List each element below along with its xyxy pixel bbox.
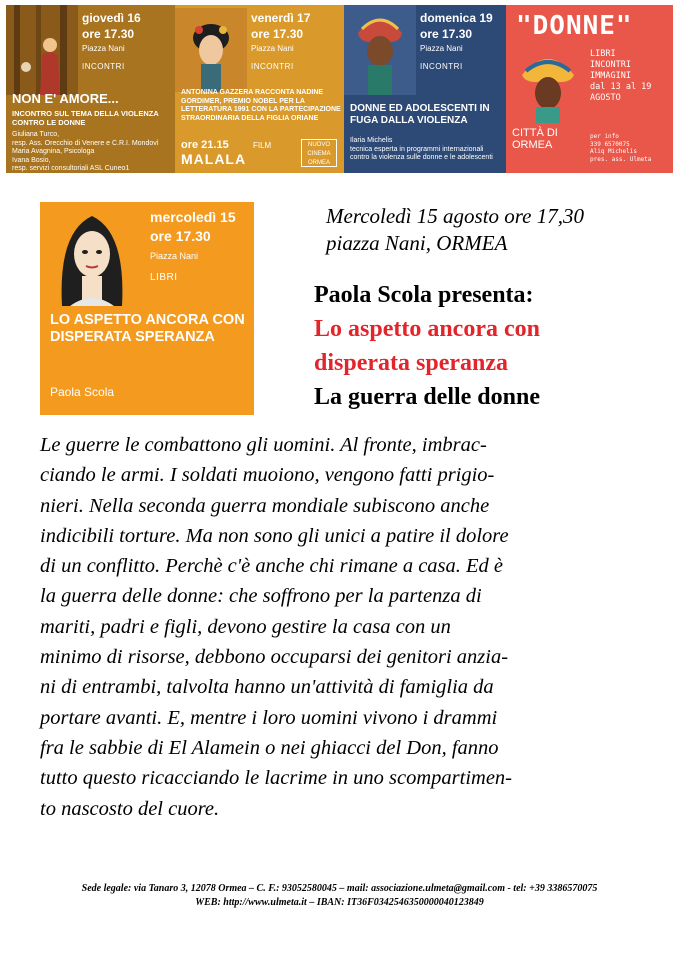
banner-panel-thursday — [6, 5, 175, 173]
body-line: indicibili torture. Ma non sono gli unici a patire il dolore — [40, 524, 509, 547]
book-title-line: Lo aspetto ancora con — [314, 316, 540, 342]
film-tag: FILM — [253, 141, 272, 150]
book-title-line: disperata speranza — [314, 350, 508, 376]
banner-panel-friday — [175, 5, 344, 173]
book-subtitle: La guerra delle donne — [314, 384, 540, 410]
body-line: portare avanti. E, mentre i loro uomini vivono i drammi — [40, 706, 498, 729]
body-line: to nascosto del cuore. — [40, 797, 220, 820]
event-card — [40, 202, 254, 415]
body-line: Le guerre le combattono gli uomini. Al fronte, imbrac- — [40, 434, 487, 456]
footer-web: WEB: http://www.ulmeta.it – IBAN: IT36F0342546350000040123849 — [195, 897, 484, 908]
panel-subtitle: ANTONINA GAZZERA RACCONTA NADINE GORDIMER, PREMIO NOBEL PER LA LETTERATURA 1991 CON LA PARTECIPAZIONE STRAORDINARIA DELLA FIGLIA ORIANE — [181, 89, 341, 122]
panel-tag: INCONTRI — [420, 62, 463, 71]
panel-day: giovedì 16 — [82, 11, 141, 25]
card-day: mercoledì 15 — [150, 209, 236, 225]
presenter-line: Paola Scola presenta: — [314, 282, 534, 308]
festival-line: LIBRI — [590, 49, 616, 59]
panel-place: Piazza Nani — [82, 44, 125, 53]
info-line: pres. ass. Ulmeta — [590, 155, 652, 163]
body-paragraph — [40, 430, 640, 824]
info-line: 339 6570075 — [590, 140, 630, 148]
panel-speakers — [12, 131, 172, 173]
comune-logo — [512, 127, 558, 151]
woman-turban-illustration — [344, 5, 416, 95]
card-place: Piazza Nani — [150, 251, 199, 261]
card-tag: LIBRI — [150, 272, 178, 283]
speaker-line: resp. servizi consultoriali ASL Cuneo1 — [12, 165, 130, 172]
body-line: mariti, padri e figli, devono gestire la casa con un — [40, 615, 451, 638]
speaker-line: Maria Avagnina, Psicologa — [12, 148, 95, 155]
body-line: ni di entrambi, talvolta hanno un'attività di famiglia da — [40, 676, 494, 699]
body-line: nieri. Nella seconda guerra mondiale subiscono anche — [40, 494, 490, 517]
comune-line: ORMEA — [512, 139, 553, 151]
panel-subtitle: INCONTRO SUL TEMA DELLA VIOLENZA CONTRO LE DONNE — [12, 109, 159, 127]
panel-speakers — [350, 137, 505, 163]
card-time: ore 17.30 — [150, 228, 211, 244]
footer — [0, 882, 679, 910]
body-line: minimo di risorse, debbono occuparsi dei genitori anzia- — [40, 646, 509, 669]
panel-time: ore 17.30 — [82, 27, 135, 41]
banner-panel-festival — [506, 5, 673, 173]
info-line: per info — [590, 133, 619, 140]
event-date-line: Mercoledì 15 agosto ore 17,30 — [326, 204, 584, 228]
festival-line: dal 13 al 19 — [590, 82, 652, 92]
festival-line: AGOSTO — [590, 93, 621, 103]
festival-lines — [590, 49, 672, 104]
banner-panel-sunday — [344, 5, 506, 173]
body-line: la guerra delle donne: che soffrono per la partenza di — [40, 585, 482, 608]
card-author: Paola Scola — [50, 385, 115, 399]
body-line: tutto questo ricacciando le lacrime in uno scompartimen- — [40, 767, 512, 790]
panel-title: DONNE ED ADOLESCENTI IN FUGA DALLA VIOLENZA — [350, 103, 490, 126]
cinema-logo: NUOVO CINEMA ORMEA — [301, 139, 337, 167]
body-line: fra le sabbie di El Alamein o nei ghiacci del Don, fanno — [40, 736, 499, 759]
film-time: ore 21.15 — [181, 139, 229, 151]
festival-info — [590, 133, 670, 163]
woman-headwrap-illustration — [512, 49, 584, 123]
film-title: MALALA — [181, 151, 247, 167]
panel-place: Piazza Nani — [251, 44, 294, 53]
event-heading — [314, 278, 540, 414]
event-place-line: piazza Nani, ORMEA — [326, 231, 508, 255]
panel-time: ore 17.30 — [420, 27, 473, 41]
speaker-line: Ilaria Michelis — [350, 137, 393, 144]
speaker-line: Ivana Bosio, — [12, 156, 51, 164]
speaker-line: contro la violenza sulle donne e le adolescenti — [350, 154, 493, 161]
body-line: di un conflitto. Perchè c'è anche chi rimane a casa. Ed è — [40, 555, 504, 578]
speaker-line: Giuliana Turco, — [12, 131, 60, 138]
festival-title: "DONNE" — [516, 11, 633, 41]
info-line: Aliq Michelis — [590, 148, 637, 155]
festival-line: IMMAGINI — [590, 71, 631, 81]
festival-line: INCONTRI — [590, 60, 631, 70]
body-line: ciando le armi. I soldati muoiono, vengono fatti prigio- — [40, 464, 495, 487]
panel-tag: INCONTRI — [251, 62, 294, 71]
panel-day: venerdì 17 — [251, 11, 311, 25]
speaker-line: tecnica esperta in programmi internazionali — [350, 145, 484, 153]
panel-title: NON E' AMORE... — [12, 91, 119, 106]
event-banner — [6, 5, 673, 173]
woman-portrait-illustration — [40, 202, 144, 306]
panel-place: Piazza Nani — [420, 44, 463, 53]
comune-line: CITTÀ DI — [512, 127, 558, 139]
portrait-illustration — [175, 5, 247, 95]
speaker-line: resp. Ass. Orecchio di Venere e C.R.I. Mondovì — [12, 139, 159, 147]
forest-illustration — [6, 5, 78, 95]
panel-time: ore 17.30 — [251, 27, 304, 41]
card-title: LO ASPETTO ANCORA CON DISPERATA SPERANZA — [50, 312, 245, 345]
footer-address: Sede legale: via Tanaro 3, 12078 Ormea – C. F.: 93052580045 – mail: associazione.ulmeta@gmail.com - tel: +39 3386570075 — [81, 883, 598, 894]
panel-tag: INCONTRI — [82, 62, 125, 71]
panel-day: domenica 19 — [420, 11, 493, 25]
event-when — [326, 203, 584, 257]
